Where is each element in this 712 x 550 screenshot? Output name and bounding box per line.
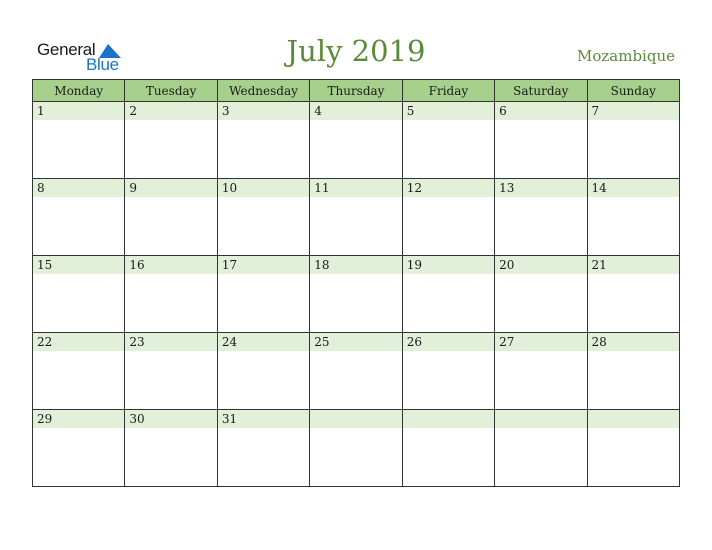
day-number: 21 <box>588 256 679 274</box>
weekday-header: Monday <box>33 80 125 102</box>
day-cell <box>33 102 125 179</box>
calendar-grid <box>32 79 680 487</box>
day-number: 25 <box>310 333 401 351</box>
day-number: 18 <box>310 256 401 274</box>
day-cell <box>402 102 494 179</box>
day-cell <box>402 179 494 256</box>
day-number: 17 <box>218 256 309 274</box>
day-cell <box>310 179 402 256</box>
day-number: 24 <box>218 333 309 351</box>
day-cell <box>217 333 309 410</box>
day-number: 26 <box>403 333 494 351</box>
day-number: 7 <box>588 102 679 120</box>
day-number <box>403 410 494 428</box>
day-number: 8 <box>33 179 124 197</box>
day-cell <box>310 102 402 179</box>
day-number: 28 <box>588 333 679 351</box>
day-cell <box>217 410 309 487</box>
day-cell <box>125 256 217 333</box>
logo-text-general: General <box>37 40 96 59</box>
weekday-header: Wednesday <box>217 80 309 102</box>
day-number <box>495 410 586 428</box>
day-cell <box>217 256 309 333</box>
day-number: 16 <box>125 256 216 274</box>
day-number: 15 <box>33 256 124 274</box>
day-cell <box>33 256 125 333</box>
day-cell <box>495 256 587 333</box>
logo-text-blue: Blue <box>86 55 119 74</box>
week-row <box>33 102 680 179</box>
day-cell <box>217 102 309 179</box>
week-row <box>33 410 680 487</box>
weekday-header: Thursday <box>310 80 402 102</box>
week-row <box>33 333 680 410</box>
day-cell <box>33 179 125 256</box>
day-cell <box>495 102 587 179</box>
day-cell <box>587 102 679 179</box>
day-number: 9 <box>125 179 216 197</box>
day-number: 22 <box>33 333 124 351</box>
day-cell <box>217 179 309 256</box>
day-number: 13 <box>495 179 586 197</box>
day-cell <box>125 333 217 410</box>
day-cell <box>125 410 217 487</box>
country-label: Mozambique <box>577 47 675 65</box>
day-number: 6 <box>495 102 586 120</box>
day-cell <box>310 410 402 487</box>
day-cell <box>587 333 679 410</box>
day-number: 1 <box>33 102 124 120</box>
week-row <box>33 256 680 333</box>
day-number: 11 <box>310 179 401 197</box>
day-cell <box>495 333 587 410</box>
day-number: 10 <box>218 179 309 197</box>
day-number: 20 <box>495 256 586 274</box>
day-number: 29 <box>33 410 124 428</box>
day-number <box>588 410 679 428</box>
day-cell <box>310 333 402 410</box>
day-cell <box>125 102 217 179</box>
day-number: 19 <box>403 256 494 274</box>
week-row <box>33 179 680 256</box>
day-cell <box>33 410 125 487</box>
weekday-header: Friday <box>402 80 494 102</box>
day-cell <box>310 256 402 333</box>
page-title: July 2019 <box>286 34 426 68</box>
day-number: 31 <box>218 410 309 428</box>
day-cell <box>125 179 217 256</box>
day-cell <box>587 410 679 487</box>
weekday-header-row <box>33 80 680 102</box>
weekday-header: Sunday <box>587 80 679 102</box>
day-cell <box>587 179 679 256</box>
day-number <box>310 410 401 428</box>
day-number: 23 <box>125 333 216 351</box>
day-number: 3 <box>218 102 309 120</box>
day-cell <box>402 410 494 487</box>
day-number: 4 <box>310 102 401 120</box>
day-number: 12 <box>403 179 494 197</box>
day-number: 2 <box>125 102 216 120</box>
day-number: 27 <box>495 333 586 351</box>
day-cell <box>495 410 587 487</box>
day-number: 5 <box>403 102 494 120</box>
day-cell <box>587 256 679 333</box>
day-cell <box>402 256 494 333</box>
day-cell <box>33 333 125 410</box>
day-cell <box>402 333 494 410</box>
weekday-header: Tuesday <box>125 80 217 102</box>
day-number: 14 <box>588 179 679 197</box>
weekday-header: Saturday <box>495 80 587 102</box>
day-number: 30 <box>125 410 216 428</box>
day-cell <box>495 179 587 256</box>
